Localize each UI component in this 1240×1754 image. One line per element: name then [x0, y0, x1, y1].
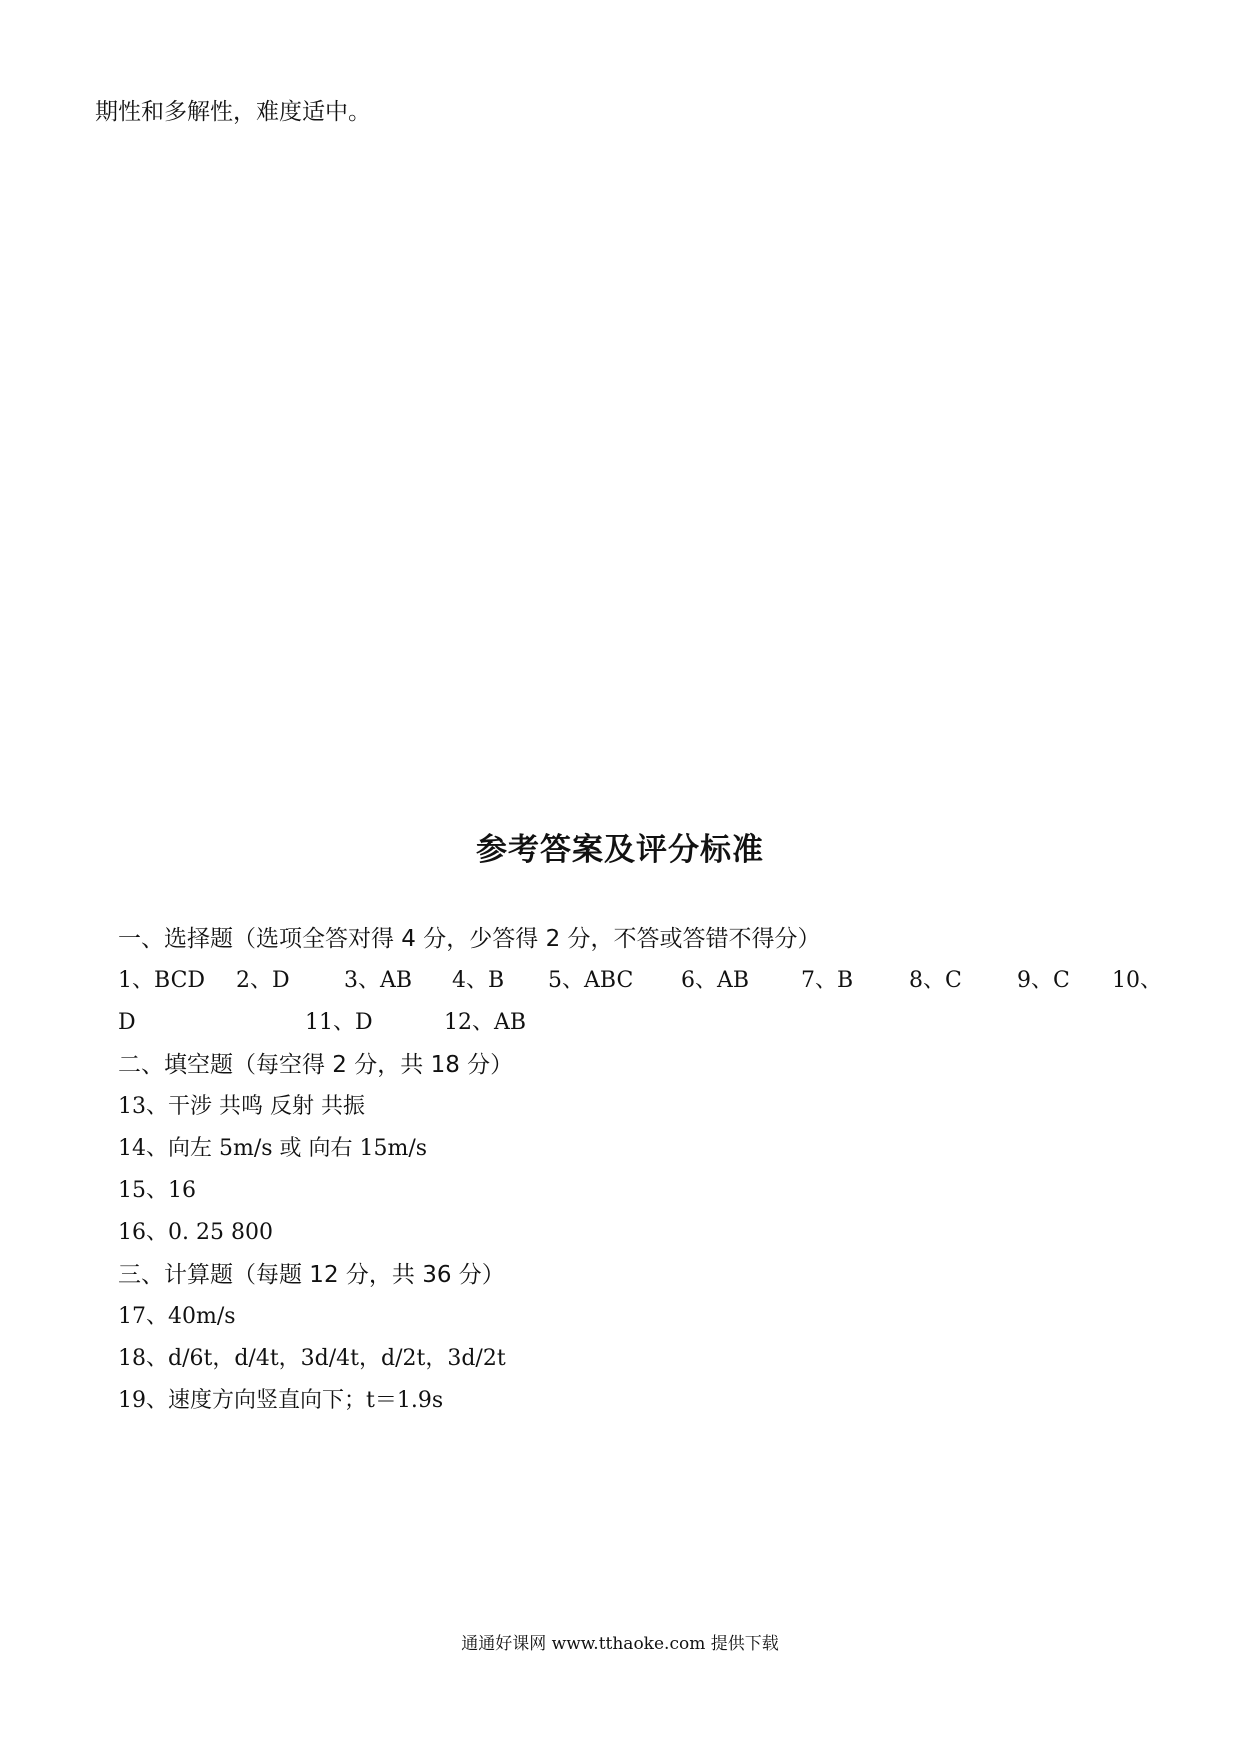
answer-item: 11、D	[305, 1010, 373, 1035]
answer-item: D	[118, 1010, 136, 1035]
page-title: 参考答案及评分标准	[476, 832, 764, 868]
answer-item: 3、AB	[344, 968, 413, 993]
fill-answer-14: 14、向左 5m/s 或 向右 15m/s	[118, 1136, 428, 1161]
calc-answer-18: 18、d/6t，d/4t，3d/4t，d/2t，3d/2t	[118, 1346, 506, 1371]
calc-answer-17: 17、40m/s	[118, 1304, 236, 1329]
answer-item: 10、	[1112, 968, 1162, 993]
intro-tail-text: 期性和多解性，难度适中。	[95, 99, 371, 125]
answer-item: 5、ABC	[548, 968, 634, 993]
fill-answer-13: 13、干涉 共鸣 反射 共振	[118, 1094, 365, 1119]
answer-item: 6、AB	[681, 968, 750, 993]
calc-section-heading: 三、计算题（每题 12 分，共 36 分）	[118, 1262, 505, 1288]
answer-item: 4、B	[452, 968, 505, 993]
answer-item: 9、C	[1017, 968, 1070, 993]
choice-section-heading: 一、选择题（选项全答对得 4 分，少答得 2 分，不答或答错不得分）	[118, 926, 821, 952]
fill-answer-16: 16、0. 25 800	[118, 1220, 273, 1245]
fill-section-heading: 二、填空题（每空得 2 分，共 18 分）	[118, 1052, 514, 1078]
answer-item: 1、BCD	[118, 968, 206, 993]
fill-answer-15: 15、16	[118, 1178, 196, 1203]
answer-item: 8、C	[909, 968, 962, 993]
answer-item: 12、AB	[444, 1010, 527, 1035]
answer-item: 2、D	[236, 968, 290, 993]
calc-answer-19: 19、速度方向竖直向下；t＝1.9s	[118, 1388, 444, 1413]
page-footer: 通通好课网 www.tthaoke.com 提供下载	[461, 1634, 779, 1654]
answer-item: 7、B	[801, 968, 854, 993]
